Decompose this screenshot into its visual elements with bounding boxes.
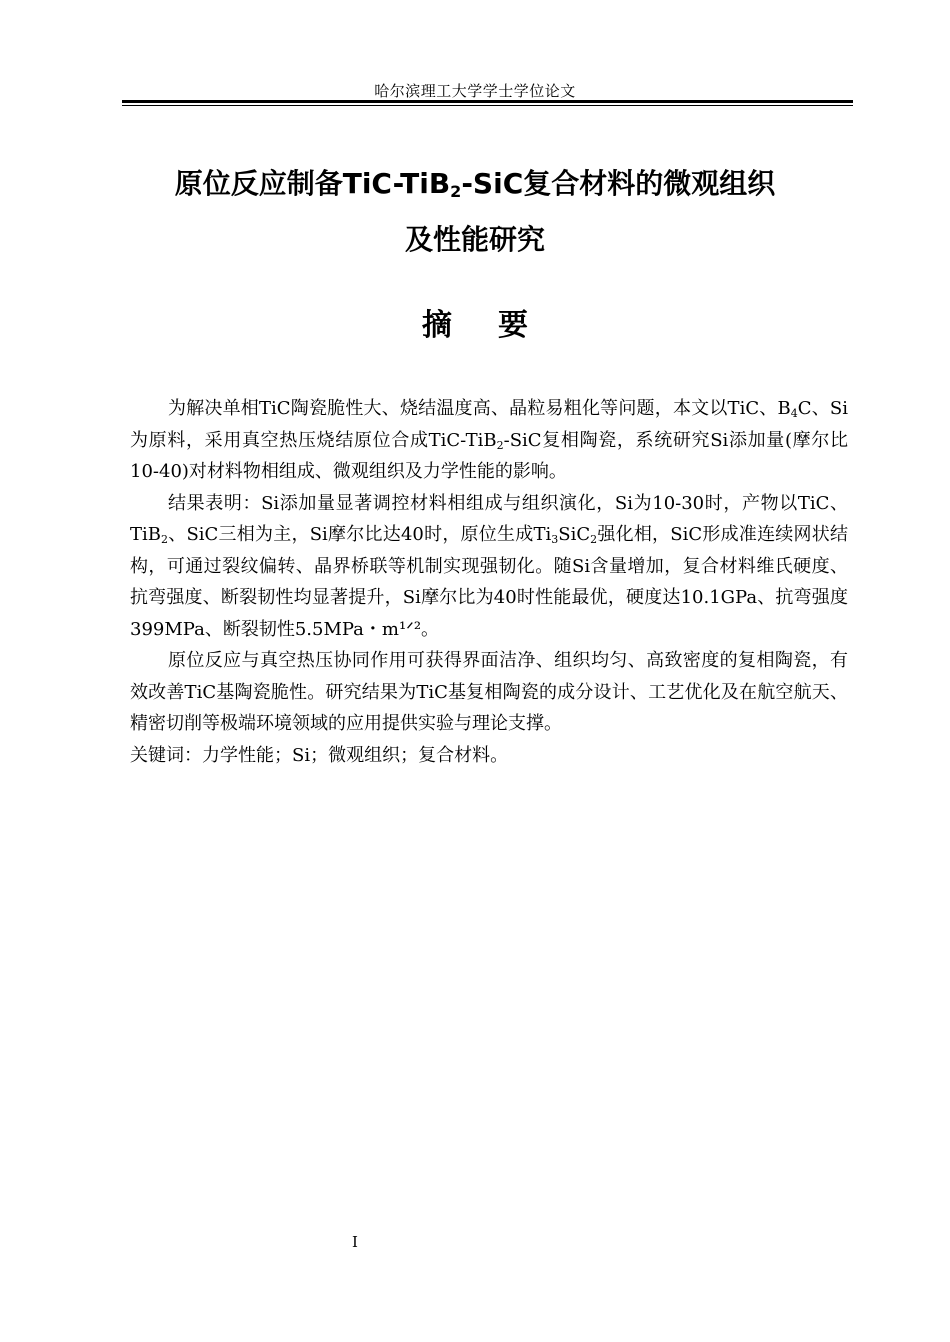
abstract-paragraph-2 [130,488,848,646]
subscript: 2 [161,533,168,546]
subscript: 2 [590,533,598,546]
text-run: -SiC复相陶瓷，系统研究Si添加量(摩尔比10-40)对材料物相组成、微观组织及力学性能的影响。 [130,429,848,482]
thesis-title-line1 [0,166,950,202]
header-rule-thin [122,105,853,106]
text-run: 为解决单相TiC陶瓷脆性大、烧结温度高、晶粒易粗化等问题，本文以TiC、B [168,398,791,419]
text-run: SiC [558,524,591,545]
keywords-label: 关键词： [130,744,202,766]
thesis-title-line2: 及性能研究 [404,223,545,256]
keywords-line [130,740,848,772]
title-subscript: 2 [450,182,462,201]
running-header: 哈尔滨理工大学学士学位论文 [374,82,576,100]
text-run: 强化相，SiC形成准连续网状结构，可通过裂纹偏转、晶界桥联等机制实现强韧化。随Si含量增加，复合材料维氏硬度、抗弯强度、断裂韧性均显著提升，Si摩尔比为40时性能最优，硬度达10.1GPa、抗弯强度399MPa、断裂韧性5.5MPa・m¹ᐟ²。 [130,524,848,640]
title-text-part: 原位反应制备TiC-TiB [174,167,451,200]
abstract-heading: 摘要 [422,308,574,343]
keywords-text: 力学性能；Si；微观组织；复合材料。 [202,744,509,766]
abstract-body [130,393,848,771]
text-run: 、SiC三相为主，Si摩尔比达40时，原位生成Ti [168,524,552,545]
subscript: 2 [496,438,504,452]
subscript: 4 [790,407,798,420]
text-run: C、Si为原料，采用真空热压烧结原位合成TiC-TiB [130,398,848,451]
abstract-paragraph-1 [130,393,848,488]
title-text-part: -SiC复合材料的微观组织 [461,167,776,200]
text-run: 结果表明：Si添加量显著调控材料相组成与组织演化，Si为10-30时，产物以TiC、TiB [130,492,848,545]
header-rule-thick [122,100,853,103]
abstract-paragraph-3: 原位反应与真空热压协同作用可获得界面洁净、组织均匀、高致密度的复相陶瓷，有效改善TiC基陶瓷脆性。研究结果为TiC基复相陶瓷的成分设计、工艺优化及在航空航天、精密切削等极端环境领域的应用提供实验与理论支撑。 [130,650,848,734]
subscript: 3 [551,533,559,546]
page-number: I [352,1233,358,1251]
